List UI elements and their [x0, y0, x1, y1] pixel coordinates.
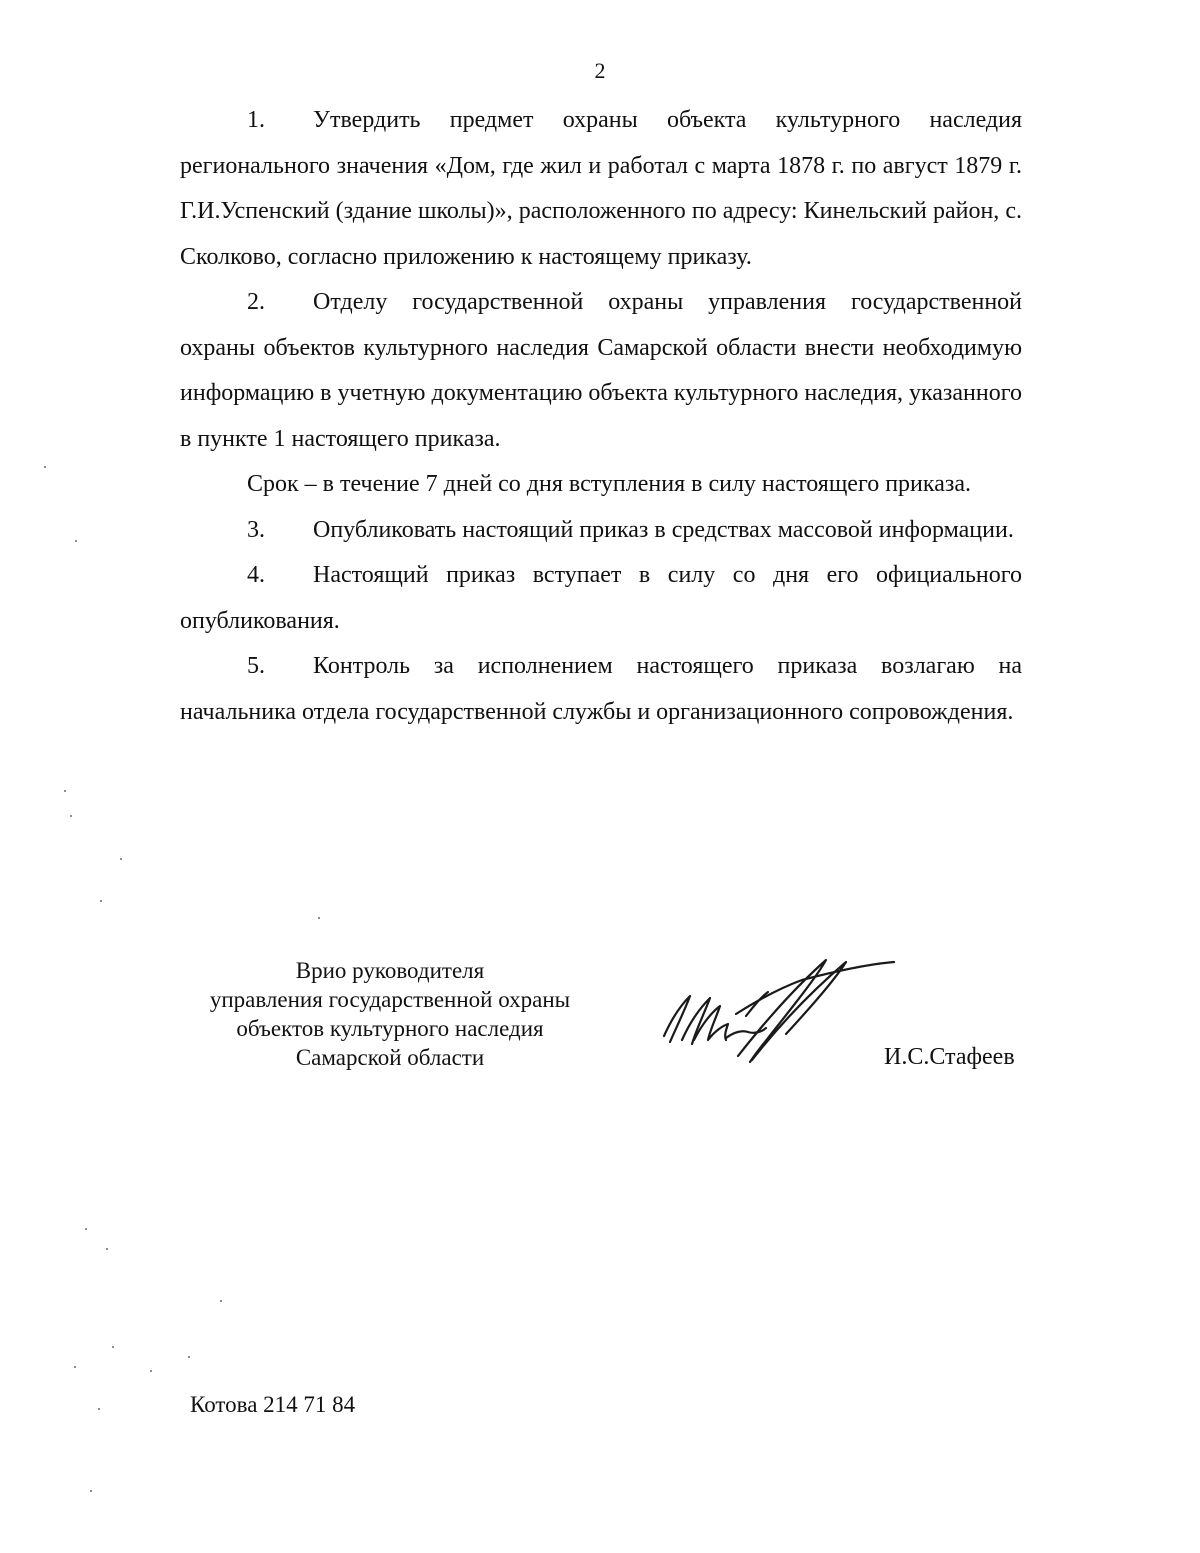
paragraph-text: Утвердить предмет охраны объекта культурного наследия регионального значения «Дом, где жил и работал с марта 1878 г. по август 1879 г. Г.И.Успенский (здание школы)», расположенного по адресу: Кинельский район, с. Сколково, согласно приложению к настоящему приказу. — [180, 107, 1022, 270]
paragraph-4 — [180, 553, 1022, 644]
position-line: управления государственной охраны — [209, 987, 571, 1012]
signer-name: И.С.Стафеев — [884, 1044, 1015, 1070]
paragraph-deadline — [180, 462, 1022, 508]
paragraph-text: Настоящий приказ вступает в силу со дня его официального опубликования. — [180, 562, 1022, 634]
scan-speck — [90, 1490, 92, 1492]
paragraph-text: Опубликовать настоящий приказ в средствах массовой информации. — [313, 516, 1014, 543]
paragraph-number: 4. — [247, 562, 265, 588]
scan-speck — [85, 1228, 87, 1230]
paragraph-number: 5. — [247, 653, 265, 679]
scan-speck — [70, 815, 72, 817]
scan-speck — [98, 1408, 100, 1410]
paragraph-text: Срок – в течение 7 дней со дня вступления в силу настоящего приказа. — [247, 471, 971, 497]
order-body — [180, 98, 1022, 735]
position-line: Врио руководителя — [295, 958, 485, 983]
signatory-position — [175, 956, 605, 1072]
scan-speck — [64, 790, 66, 792]
scan-speck — [106, 1248, 108, 1250]
paragraph-5 — [180, 644, 1022, 735]
paragraph-number: 1. — [247, 107, 265, 133]
scan-speck — [150, 1370, 152, 1372]
paragraph-text: Отделу государственной охраны управления государственной охраны объектов культурного наследия Самарской области внести необходимую информацию в учетную документацию объекта культурного наследия, указанного в пункте 1 настоящего приказа. — [180, 289, 1022, 452]
scan-speck — [74, 1366, 76, 1368]
paragraph-text: Контроль за исполнением настоящего приказа возлагаю на начальника отдела государственной службы и организационного сопровождения. — [180, 653, 1022, 725]
scan-speck — [220, 1300, 222, 1302]
scan-speck — [75, 540, 77, 542]
paragraph-1 — [180, 98, 1022, 280]
scan-speck — [112, 1346, 114, 1348]
scan-speck — [100, 900, 102, 902]
paragraph-number: 2. — [247, 289, 265, 315]
scan-speck — [44, 466, 46, 468]
handwritten-signature — [650, 948, 900, 1078]
scan-speck — [120, 858, 122, 860]
paragraph-number: 3. — [247, 516, 265, 543]
scan-speck — [188, 1356, 190, 1358]
page-number: 2 — [594, 58, 606, 83]
paragraph-2 — [180, 280, 1022, 462]
executor-contact: Котова 214 71 84 — [190, 1392, 356, 1417]
scan-speck — [318, 917, 320, 919]
paragraph-3 — [180, 508, 1022, 554]
position-line: Самарской области — [295, 1045, 485, 1070]
position-line: объектов культурного наследия — [236, 1016, 544, 1041]
